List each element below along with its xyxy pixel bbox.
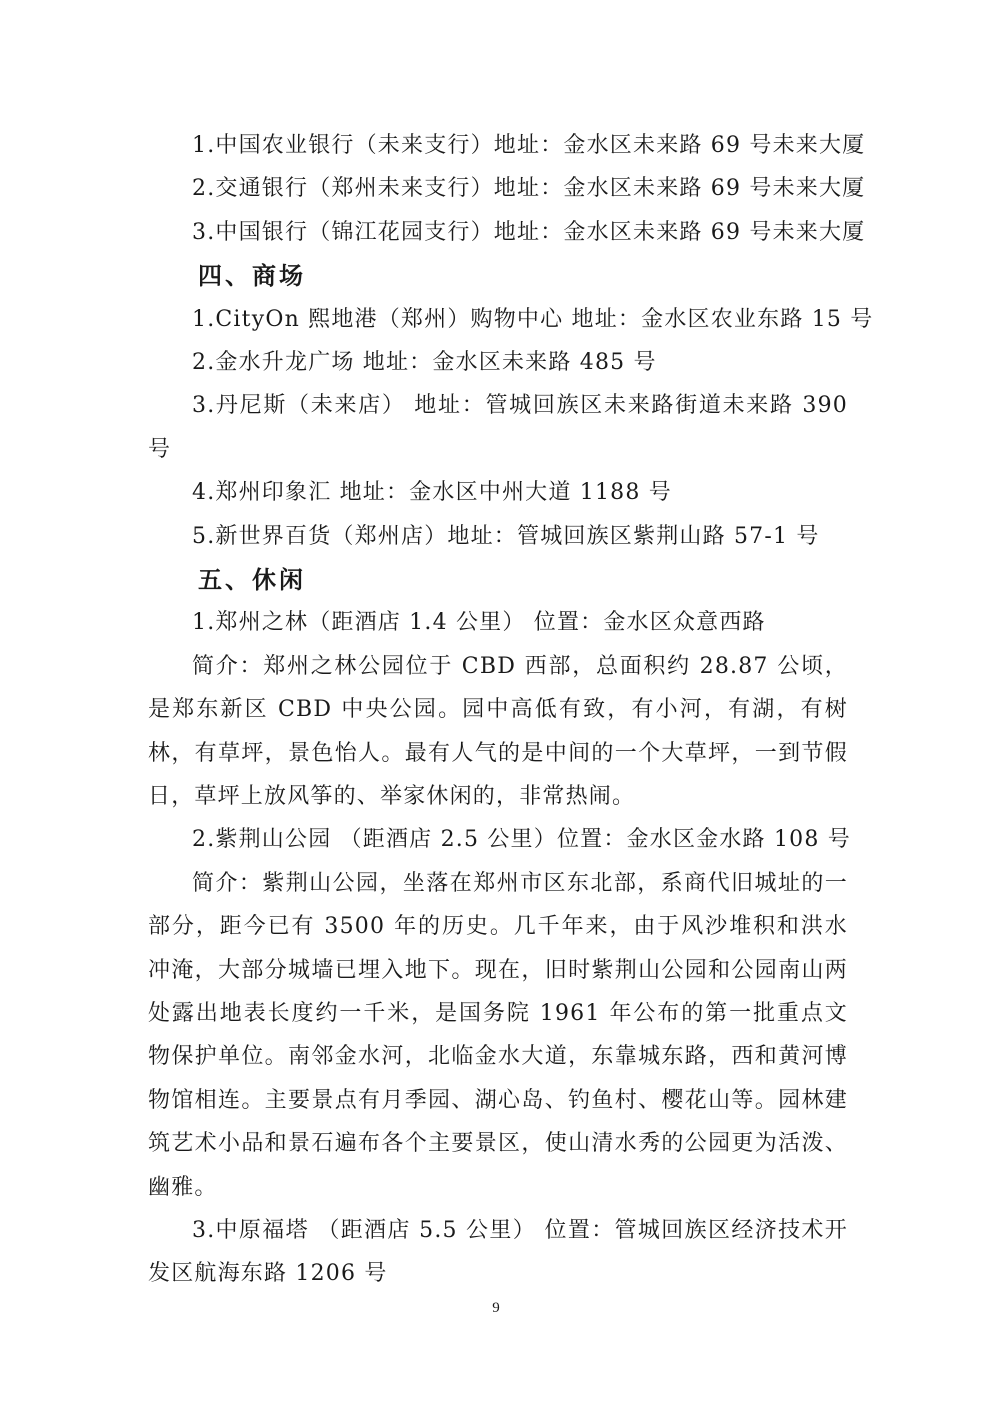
bank-item: 1.中国农业银行（未来支行）地址：金水区未来路 69 号未来大厦 — [192, 133, 866, 158]
document-page — [148, 124, 874, 1296]
leisure-item-intro: 简介：紫荆山公园，坐落在郑州市区东北部，系商代旧城址的一部分，距今已有 3500 年的历史。几千年来，由于风沙堆积和洪水冲淹，大部分城墙已埋入地下。现在，旧时紫荆山公园和公园南山两处露出地表长度约一千米，是国务院 1961 年公布的第一批重点文物保护单位。南邻金水河，北临金水大道，东靠城东路，西和黄河博物馆相连。主要景点有月季园、湖心岛、钓鱼村、樱花山等。园林建筑艺术小品和景石遍布各个主要景区，使山清水秀的公园更为活泼、幽雅。 — [148, 870, 848, 1200]
mall-item: 2.金水升龙广场 地址：金水区未来路 485 号 — [192, 349, 657, 375]
leisure-item-title: 3.中原福塔 （距酒店 5.5 公里） 位置：管城回族区经济技术开发区航海东路 1206 号 — [148, 1217, 848, 1287]
mall-item: 3.丹尼斯（未来店） 地址：管城回族区未来路街道未来路 390 号 — [148, 393, 848, 462]
bank-item: 3.中国银行（锦江花园支行）地址：金水区未来路 69 号未来大厦 — [192, 219, 866, 245]
leisure-heading: 五、休闲 — [198, 564, 306, 594]
bank-item: 2.交通银行（郑州未来支行）地址：金水区未来路 69 号未来大厦 — [192, 176, 866, 202]
mall-heading: 四、商场 — [198, 261, 306, 291]
mall-item: 1.CityOn 熙地港（郑州）购物中心 地址：金水区农业东路 15 号 — [192, 306, 874, 332]
mall-item: 4.郑州印象汇 地址：金水区中州大道 1188 号 — [192, 480, 672, 506]
leisure-item-title: 2.紫荆山公园 （距酒店 2.5 公里）位置：金水区金水路 108 号 — [192, 827, 851, 853]
page-number: 9 — [492, 1300, 500, 1316]
mall-item: 5.新世界百货（郑州店）地址：管城回族区紫荆山路 57-1 号 — [192, 523, 820, 549]
leisure-item-title: 1.郑州之林（距酒店 1.4 公里） 位置：金水区众意西路 — [192, 610, 766, 636]
leisure-item-intro: 简介：郑州之林公园位于 CBD 西部，总面积约 28.87 公顷，是郑东新区 CBD 中央公园。园中高低有致，有小河，有湖，有树林，有草坪，景色怡人。最有人气的是中间的一个大草坪，一到节假日，草坪上放风筝的、举家休闲的，非常热闹。 — [148, 653, 848, 809]
